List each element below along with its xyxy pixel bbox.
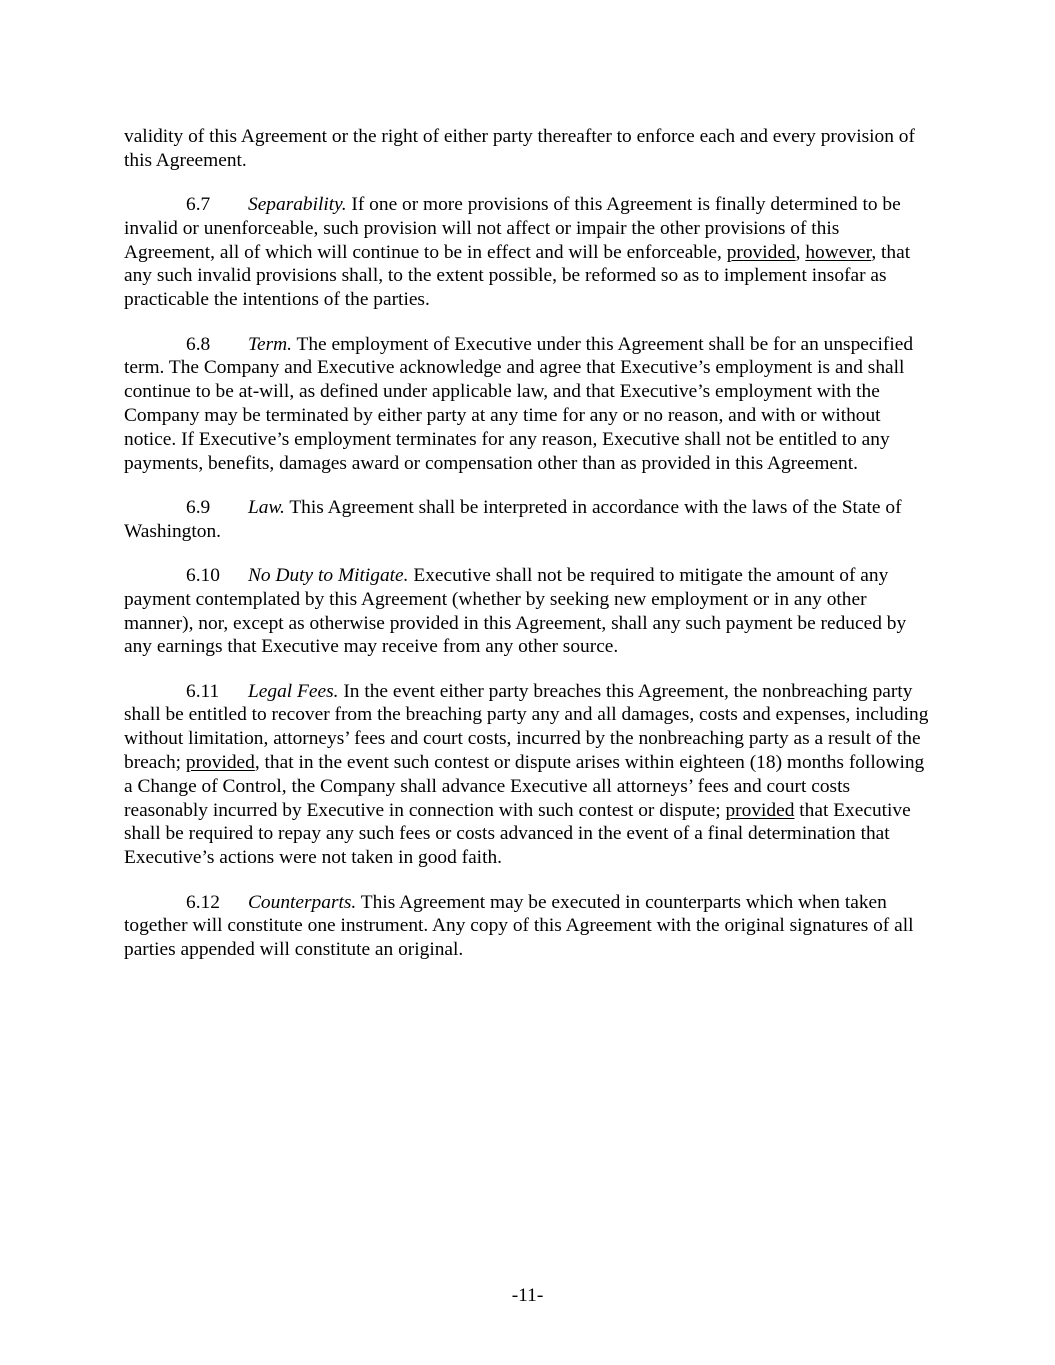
underlined-term-provided: provided <box>185 752 255 774</box>
section-heading: Term. <box>248 333 293 355</box>
section-heading: No Duty to Mitigate. <box>248 564 409 586</box>
section-text: , <box>795 241 806 263</box>
section-text: In the event either party breaches this Agreement, the nonbreaching party shall be entitled to recover from the breaching party any and all damages, costs and expenses, including without limitation, attorneys’ fees and court costs, incurred by the nonbreaching party as a result of the breach; <box>124 680 929 774</box>
section-number: 6.8 <box>186 333 211 355</box>
section-6-9 <box>124 496 932 544</box>
section-heading: Separability. <box>248 194 347 216</box>
section-text: , that in the event such contest or dispute arises within eighteen (18) months following a Change of Control, the Company shall advance Executive all attorneys’ fees and court costs reasonably incurred by Executive in connection with such contest or dispute; <box>124 752 925 821</box>
section-number: 6.11 <box>186 680 220 702</box>
section-heading: Law. <box>248 496 285 518</box>
section-text: The employment of Executive under this Agreement shall be for an unspecified term. The Company and Executive acknowledge and agree that Executive’s employment is and shall continue to be at-will, as defined under applicable law, and that Executive’s employment with the Company may be terminated by either party at any time for any or no reason, and with or without notice. If Executive’s employment terminates for any reason, Executive shall not be entitled to any payments, benefits, damages award or compensation other than as provided in this Agreement. <box>124 333 914 474</box>
section-number: 6.10 <box>186 564 220 586</box>
continuation-text: validity of this Agreement or the right of either party thereafter to enforce each and every provision of this Agreement. <box>124 126 915 171</box>
section-6-12 <box>124 891 932 962</box>
underlined-term-however: however <box>805 241 872 263</box>
section-number: 6.7 <box>186 194 211 216</box>
section-number: 6.9 <box>186 496 211 518</box>
continuation-paragraph <box>124 125 932 173</box>
section-text: This Agreement shall be interpreted in accordance with the laws of the State of Washington. <box>124 496 902 542</box>
underlined-term-provided: provided <box>725 799 795 821</box>
section-6-10 <box>124 564 932 659</box>
section-text: Executive shall not be required to mitigate the amount of any payment contemplated by this Agreement (whether by seeking new employment or in any other manner), nor, except as otherwise provided in this Agreement, shall any such payment be reduced by any earnings that Executive may receive from any other source. <box>124 564 907 658</box>
section-text: This Agreement may be executed in counterparts which when taken together will constitute one instrument. Any copy of this Agreement with the original signatures of all parties appended will constitute an original. <box>124 891 914 961</box>
section-heading: Counterparts. <box>248 891 357 913</box>
section-text: If one or more provisions of this Agreement is finally determined to be invalid or unenforceable, such provision will not affect or impair the other provisions of this Agreement, all of which will continue to be in effect and will be enforceable, <box>124 194 901 263</box>
section-heading: Legal Fees. <box>248 680 339 702</box>
section-text: , that any such invalid provisions shall, to the extent possible, be reformed so as to implement insofar as practicable the intentions of the parties. <box>124 241 911 311</box>
section-number: 6.12 <box>186 891 220 913</box>
document-body <box>124 125 932 982</box>
section-6-7 <box>124 193 932 312</box>
page-number: -11- <box>511 1285 544 1306</box>
section-6-11 <box>124 680 932 870</box>
section-text: that Executive shall be required to repay any such fees or costs advanced in the event of a final determination that Executive’s actions were not taken in good faith. <box>124 799 911 869</box>
underlined-term-provided: provided <box>726 241 796 263</box>
section-6-8 <box>124 333 932 476</box>
